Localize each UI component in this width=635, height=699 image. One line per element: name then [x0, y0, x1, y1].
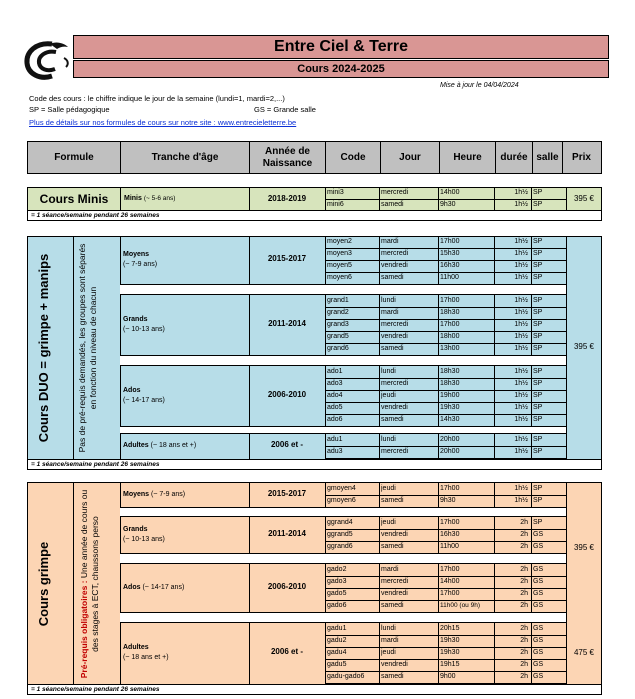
- course-duration: 1h½: [514, 189, 528, 196]
- years-group: 2011-2014: [268, 319, 306, 328]
- course-code: gadu1: [327, 625, 347, 632]
- info-gs: GS = Grande salle: [254, 105, 316, 114]
- course-code: gado5: [327, 590, 347, 597]
- course-time: 17h00: [440, 566, 460, 573]
- course-duration: 1h½: [514, 309, 528, 316]
- course-time: 20h00: [440, 436, 460, 443]
- footnote-duo: = 1 séance/semaine pendant 26 semaines: [27, 460, 602, 470]
- course-day: mardi: [381, 637, 399, 644]
- col-prix: Prix: [572, 151, 591, 163]
- course-time: 17h00: [440, 485, 460, 492]
- course-day: jeudi: [381, 392, 396, 399]
- course-duration: 1h½: [514, 345, 528, 352]
- course-room: SP: [533, 250, 543, 257]
- years-group: 2006-2010: [267, 582, 307, 591]
- age-group: Adultes (~ 18 ans et +): [123, 442, 197, 449]
- course-room: GS: [533, 625, 544, 632]
- course-room: SP: [533, 333, 543, 340]
- course-code: ado3: [327, 380, 343, 387]
- course-room: GS: [533, 661, 544, 668]
- ect-logo: [22, 38, 72, 82]
- course-day: mercredi: [381, 321, 409, 328]
- course-code: gmoyen6: [327, 497, 356, 504]
- course-duration: 1h½: [514, 262, 528, 269]
- age-group: Moyens (~ 7-9 ans): [123, 251, 158, 269]
- price-minis: 395 €: [573, 194, 595, 203]
- col-code: Code: [326, 142, 381, 173]
- course-time: 17h00: [440, 519, 460, 526]
- course-duration: 2h: [520, 519, 528, 526]
- course-room: SP: [533, 392, 543, 399]
- course-duration: 1h½: [514, 448, 528, 455]
- group-spacer: [120, 284, 566, 295]
- course-room: GS: [533, 637, 544, 644]
- course-time: 11h00: [440, 543, 459, 550]
- course-time: 17h00: [440, 297, 460, 304]
- age-group: Grands (~ 10-13 ans): [123, 526, 165, 544]
- course-code: ggrand4: [327, 519, 353, 526]
- course-code: ggrand5: [327, 531, 353, 538]
- course-code: moyen6: [327, 274, 352, 281]
- course-day: mercredi: [381, 380, 409, 387]
- course-room: GS: [533, 543, 544, 550]
- course-time: 14h00: [440, 578, 460, 585]
- course-time: 11h00 (ou 9h): [440, 602, 480, 609]
- course-code: grand1: [327, 297, 349, 304]
- course-duration: 1h½: [514, 380, 528, 387]
- formula-grimpe: Cours grimpe: [36, 541, 51, 626]
- price-duo: 395 €: [573, 342, 595, 351]
- course-code: ado5: [327, 404, 343, 411]
- course-code: grand5: [327, 333, 349, 340]
- course-day: mardi: [381, 566, 399, 573]
- course-room: SP: [533, 262, 543, 269]
- age-group: Grands (~ 10-13 ans): [123, 316, 165, 334]
- info-sp: SP = Salle pédagogique: [29, 105, 110, 114]
- course-code: gadu-gado6: [327, 673, 365, 680]
- course-duration: 1h½: [514, 368, 528, 375]
- course-duration: 2h: [520, 566, 528, 573]
- course-duration: 1h½: [514, 497, 528, 504]
- col-heure: Heure: [440, 142, 496, 173]
- course-code: gado6: [327, 602, 347, 609]
- col-salle: salle: [533, 142, 563, 173]
- course-day: lundi: [381, 625, 396, 632]
- course-room: SP: [533, 519, 543, 526]
- page-subtitle: Cours 2024-2025: [73, 60, 609, 78]
- age-minis: Minis (~ 5-6 ans): [124, 195, 176, 202]
- course-time: 9h30: [440, 497, 456, 504]
- course-room: SP: [533, 345, 543, 352]
- course-code: gado2: [327, 566, 347, 573]
- course-day: mercredi: [381, 250, 409, 257]
- course-day: samedi: [381, 543, 404, 550]
- years-group: 2015-2017: [267, 254, 307, 263]
- course-duration: 2h: [520, 578, 528, 585]
- price-grimpe: 395 €: [573, 543, 595, 552]
- course-code: gadu4: [327, 649, 347, 656]
- course-room: GS: [533, 649, 544, 656]
- course-duration: 1h½: [514, 201, 528, 208]
- course-code: adu3: [327, 448, 343, 455]
- course-duration: 2h: [520, 673, 528, 680]
- course-duration: 2h: [520, 531, 528, 538]
- course-time: 17h00: [440, 321, 460, 328]
- duo-prereq-note: Pas de pré-requis demandés, les groupes sont séparés en fonction du niveau de chacun: [77, 243, 99, 453]
- course-room: SP: [533, 368, 543, 375]
- row-divider: [325, 458, 566, 459]
- group-spacer: [120, 553, 566, 564]
- course-duration: 1h½: [514, 274, 528, 281]
- course-day: vendredi: [381, 333, 408, 340]
- course-duration: 2h: [520, 661, 528, 668]
- course-time: 18h00: [440, 333, 460, 340]
- years-group: 2011-2014: [268, 529, 306, 538]
- group-spacer: [120, 355, 566, 366]
- course-day: mardi: [381, 238, 399, 245]
- age-group: Ados (~ 14-17 ans): [123, 584, 185, 591]
- grid-line: [73, 482, 74, 685]
- course-room: SP: [533, 436, 543, 443]
- course-time: 19h00: [440, 392, 460, 399]
- course-day: vendredi: [381, 531, 408, 538]
- course-duration: 2h: [520, 602, 528, 609]
- course-time: 19h15: [440, 661, 460, 668]
- course-day: samedi: [381, 345, 404, 352]
- course-code: gmoyen4: [327, 485, 356, 492]
- footnote-grimpe: = 1 séance/semaine pendant 26 semaines: [27, 685, 602, 695]
- course-room: SP: [533, 321, 543, 328]
- course-room: SP: [533, 201, 543, 208]
- age-group: Adultes (~ 18 ans et +): [123, 644, 169, 662]
- years-group: 2015-2017: [267, 489, 307, 498]
- course-day: jeudi: [381, 519, 396, 526]
- course-time: 17h00: [440, 590, 460, 597]
- group-spacer: [120, 507, 566, 517]
- years-group: 2006 et -: [270, 647, 304, 656]
- course-duration: 2h: [520, 637, 528, 644]
- course-code: gado3: [327, 578, 347, 585]
- grimpe-prereq-note: Pré-requis obligatoires : Une année de cours ou des stages à ECT, chaussons perso: [79, 489, 100, 678]
- years-group: 2006 et -: [270, 440, 304, 449]
- page-title: Entre Ciel & Terre: [73, 35, 609, 59]
- course-day: vendredi: [381, 404, 408, 411]
- course-day: lundi: [381, 297, 396, 304]
- course-duration: 2h: [520, 590, 528, 597]
- course-room: SP: [533, 309, 543, 316]
- age-group: Ados (~ 14-17 ans): [123, 387, 165, 405]
- course-room: SP: [533, 189, 543, 196]
- course-room: SP: [533, 497, 543, 504]
- formula-duo: Cours DUO = grimpe + manips: [36, 253, 51, 443]
- course-day: samedi: [381, 416, 404, 423]
- course-room: SP: [533, 416, 543, 423]
- course-time: 18h30: [440, 368, 460, 375]
- years-group: 2006-2010: [267, 390, 307, 399]
- course-duration: 1h½: [514, 297, 528, 304]
- course-time: 18h30: [440, 309, 460, 316]
- grid-line: [120, 187, 121, 211]
- course-time: 9h30: [440, 201, 456, 208]
- col-annee: Année de Naissance: [250, 142, 326, 173]
- years-minis: 2018-2019: [267, 194, 307, 203]
- col-jour: Jour: [381, 142, 440, 173]
- course-duration: 1h½: [514, 416, 528, 423]
- course-time: 16h30: [440, 531, 460, 538]
- course-time: 11h00: [440, 274, 459, 281]
- course-room: SP: [533, 238, 543, 245]
- course-room: GS: [533, 578, 544, 585]
- course-code: grand6: [327, 345, 349, 352]
- course-day: mercredi: [381, 578, 409, 585]
- course-time: 20h00: [440, 448, 460, 455]
- course-time: 19h30: [440, 649, 460, 656]
- course-duration: 1h½: [514, 333, 528, 340]
- course-day: jeudi: [381, 485, 396, 492]
- course-room: GS: [533, 602, 544, 609]
- course-duration: 2h: [520, 649, 528, 656]
- info-code: Code des cours : le chiffre indique le jour de la semaine (lundi=1, mardi=2,...): [29, 94, 285, 103]
- course-code: ado4: [327, 392, 343, 399]
- course-time: 16h30: [440, 262, 460, 269]
- course-time: 20h15: [440, 625, 460, 632]
- course-time: 9h00: [440, 673, 456, 680]
- course-day: samedi: [381, 201, 404, 208]
- course-code: moyen3: [327, 250, 352, 257]
- course-duration: 1h½: [514, 250, 528, 257]
- course-time: 13h00: [440, 345, 460, 352]
- course-duration: 1h½: [514, 238, 528, 245]
- course-duration: 1h½: [514, 404, 528, 411]
- course-room: GS: [533, 566, 544, 573]
- course-time: 17h00: [440, 238, 460, 245]
- course-day: lundi: [381, 368, 396, 375]
- course-time: 14h30: [440, 416, 460, 423]
- course-code: ado1: [327, 368, 343, 375]
- table-header: [27, 141, 602, 174]
- course-room: SP: [533, 404, 543, 411]
- row-divider: [325, 683, 566, 684]
- course-day: vendredi: [381, 590, 408, 597]
- course-time: 19h30: [440, 637, 460, 644]
- course-day: vendredi: [381, 661, 408, 668]
- course-day: mercredi: [381, 189, 409, 196]
- course-room: SP: [533, 274, 543, 281]
- col-tranche: Tranche d'âge: [121, 142, 250, 173]
- course-code: ggrand6: [327, 543, 353, 550]
- price-grimpe-adults: 475 €: [573, 648, 595, 657]
- course-day: vendredi: [381, 262, 408, 269]
- course-code: mini6: [327, 201, 344, 208]
- course-room: GS: [533, 531, 544, 538]
- course-day: samedi: [381, 673, 404, 680]
- course-code: gadu2: [327, 637, 347, 644]
- course-room: SP: [533, 380, 543, 387]
- course-code: grand3: [327, 321, 349, 328]
- course-time: 14h00: [440, 189, 460, 196]
- course-code: mini3: [327, 189, 344, 196]
- course-code: gadu5: [327, 661, 347, 668]
- group-spacer: [120, 612, 566, 623]
- course-day: samedi: [381, 602, 404, 609]
- course-code: moyen2: [327, 238, 352, 245]
- age-group: Moyens (~ 7-9 ans): [123, 491, 186, 498]
- course-code: grand2: [327, 309, 349, 316]
- course-duration: 1h½: [514, 436, 528, 443]
- course-day: jeudi: [381, 649, 396, 656]
- course-day: lundi: [381, 436, 396, 443]
- grid-line: [73, 236, 74, 460]
- footnote-minis: = 1 séance/semaine pendant 26 semaines: [27, 211, 602, 221]
- formula-minis: Cours Minis: [39, 192, 109, 206]
- course-code: moyen5: [327, 262, 352, 269]
- course-day: samedi: [381, 274, 404, 281]
- course-room: GS: [533, 673, 544, 680]
- course-room: SP: [533, 448, 543, 455]
- course-code: adu1: [327, 436, 343, 443]
- course-room: SP: [533, 297, 543, 304]
- course-time: 18h30: [440, 380, 460, 387]
- course-duration: 1h½: [514, 321, 528, 328]
- website-link[interactable]: Plus de détails sur nos formules de cours sur notre site : www.entrecieletterre.be: [29, 118, 297, 127]
- col-formule: Formule: [28, 142, 121, 173]
- group-spacer: [120, 426, 566, 434]
- course-code: ado6: [327, 416, 343, 423]
- course-day: samedi: [381, 497, 404, 504]
- course-duration: 2h: [520, 543, 528, 550]
- course-time: 15h30: [440, 250, 460, 257]
- course-duration: 1h½: [514, 392, 528, 399]
- course-duration: 1h½: [514, 485, 528, 492]
- course-day: mercredi: [381, 448, 409, 455]
- course-room: SP: [533, 485, 543, 492]
- course-duration: 2h: [520, 625, 528, 632]
- update-note: Mise à jour le 04/04/2024: [440, 82, 519, 89]
- course-time: 19h30: [440, 404, 460, 411]
- col-duree: durée: [496, 142, 533, 173]
- course-room: GS: [533, 590, 544, 597]
- course-day: mardi: [381, 309, 399, 316]
